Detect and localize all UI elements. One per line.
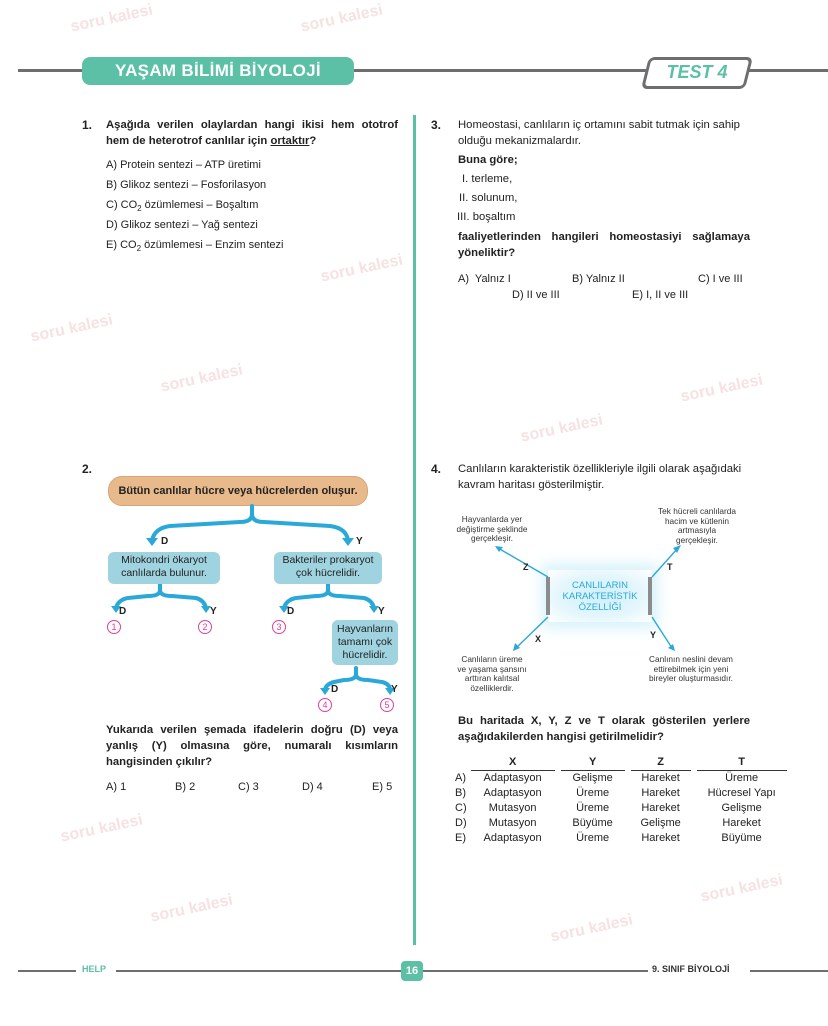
option-e-row[interactable]: E) Adaptasyon Üreme Hareket Büyüme xyxy=(455,832,762,844)
branch-label-true: D xyxy=(287,606,295,617)
page-title: YAŞAM BİLİMİ BİYOLOJİ xyxy=(82,57,354,85)
arrow-label-t: T xyxy=(667,562,673,572)
option-a-row[interactable]: A) Adaptasyon Gelişme Hareket Üreme xyxy=(455,772,759,784)
map-note-x: Canlıların üreme ve yaşama şansını arttıran kalıtsal özelliklerdir. xyxy=(457,654,527,693)
question-lead: Buna göre; xyxy=(458,154,518,166)
test-badge: TEST 4 xyxy=(666,62,728,82)
branch-label-false: Y xyxy=(378,606,385,617)
map-note-t: Tek hücreli canlılarda hacim ve kütlenin artmasıyla gerçekleşir. xyxy=(658,506,736,545)
exit-marker-2: 2 xyxy=(198,620,212,634)
exit-marker-5: 5 xyxy=(380,698,394,712)
watermark: soru kalesi xyxy=(319,251,405,286)
question-prompt: faaliyetlerinden hangileri homeostasiyi sağlamaya yöneliktir? xyxy=(458,231,750,259)
footer-right-label: 9. SINIF BİYOLOJİ xyxy=(652,964,730,974)
option-a[interactable]: A) Protein sentezi – ATP üretimi xyxy=(106,159,261,171)
arrow-label-x: X xyxy=(535,634,542,644)
exit-marker-4: 4 xyxy=(318,698,332,712)
map-note-z: Hayvanlarda yer değiştirme şeklinde gerçekleşir. xyxy=(456,514,528,543)
statement-3: III. boşaltım xyxy=(457,211,516,223)
column-header-y: Y xyxy=(561,756,625,771)
branch-label-false: Y xyxy=(391,684,398,695)
statement-2: II. solunum, xyxy=(459,192,518,204)
column-header-z: Z xyxy=(631,756,691,771)
question-prompt: Bu haritada X, Y, Z ve T olarak gösterilen yerlere aşağıdakilerden hangisi getirilmelidir? xyxy=(458,715,750,743)
question-intro: Homeostasi, canlıların iç ortamını sabit tutmak için sahip olduğu mekanizmalardır. xyxy=(458,119,740,147)
option-d-row[interactable]: D) Mutasyon Büyüme Gelişme Hareket xyxy=(455,817,761,829)
arrow-label-z: Z xyxy=(523,562,529,572)
question-number: 4. xyxy=(431,462,442,476)
column-header-x: X xyxy=(471,756,555,771)
footer-rule xyxy=(18,970,76,972)
branch-label-false: Y xyxy=(356,536,363,547)
stem-text: Aşağıda verilen olaylardan hangi ikisi hem ototrof hem de heterotrof canlılar için xyxy=(106,119,398,147)
option-a[interactable]: A) 1 xyxy=(106,781,127,793)
option-c-row[interactable]: C) Mutasyon Üreme Hareket Gelişme xyxy=(455,802,762,814)
question-intro: Canlıların karakteristik özellikleriyle ilgili olarak aşağıdaki kavram haritası gösterilmiştir. xyxy=(458,463,742,491)
branch-label-true: D xyxy=(119,606,127,617)
option-d[interactable]: D) Glikoz sentezi – Yağ sentezi xyxy=(106,219,258,231)
exit-marker-3: 3 xyxy=(272,620,286,634)
watermark: soru kalesi xyxy=(159,361,245,396)
footer-left-label: HELP xyxy=(82,964,107,974)
column-header-t: T xyxy=(697,756,787,771)
answer-table xyxy=(455,756,787,846)
concept-map-center-label: CANLILARIN KARAKTERİSTİK ÖZELLİĞİ xyxy=(562,580,638,613)
footer-rule xyxy=(116,970,401,972)
option-b[interactable]: B) Yalnız II xyxy=(572,273,625,285)
question-number: 2. xyxy=(82,462,93,476)
page-number: 16 xyxy=(401,961,423,981)
arrow-label-y: Y xyxy=(650,630,657,640)
statement-1: I. terleme, xyxy=(462,173,513,185)
option-e[interactable]: E) 5 xyxy=(372,781,393,793)
question-prompt: Yukarıda verilen şemada ifadelerin doğru (D) veya yanlış (Y) olmasına göre, numaralı kısımların hangisinden çıkılır? xyxy=(106,724,398,768)
diagram-node-mitochondria: Mitokondri ökaryot canlılarda bulunur. xyxy=(108,552,220,584)
option-b[interactable]: B) 2 xyxy=(175,781,196,793)
footer-rule xyxy=(423,970,648,972)
watermark: soru kalesi xyxy=(59,811,145,846)
watermark: soru kalesi xyxy=(679,371,765,406)
watermark: soru kalesi xyxy=(519,411,605,446)
watermark: soru kalesi xyxy=(69,1,155,36)
branch-label-true: D xyxy=(161,536,169,547)
exit-marker-1: 1 xyxy=(107,620,121,634)
option-b[interactable]: B) Glikoz sentezi – Fosforilasyon xyxy=(106,179,267,191)
diagram-node-animals: Hayvanların tamamı çok hücrelidir. xyxy=(332,620,398,665)
option-a[interactable]: A) Yalnız I xyxy=(458,273,511,285)
branch-label-false: Y xyxy=(210,606,217,617)
diagram-node-bacteria: Bakteriler prokaryot çok hücrelidir. xyxy=(274,552,382,584)
watermark: soru kalesi xyxy=(149,891,235,926)
option-d[interactable]: D) 4 xyxy=(302,781,323,793)
option-b-row[interactable]: B) Adaptasyon Üreme Hareket Hücresel Yapı xyxy=(455,787,776,799)
footer-rule xyxy=(750,970,828,972)
option-c[interactable]: C) 3 xyxy=(238,781,259,793)
branch-label-true: D xyxy=(331,684,339,695)
watermark: soru kalesi xyxy=(299,1,385,36)
option-d[interactable]: D) II ve III xyxy=(512,289,560,301)
watermark: soru kalesi xyxy=(549,911,635,946)
option-c[interactable]: C) $CO_2$ özümlemesi – Boşaltım xyxy=(106,199,259,214)
option-e[interactable]: E) $CO_2$ özümlemesi – Enzim sentezi xyxy=(106,239,284,254)
watermark: soru kalesi xyxy=(699,871,785,906)
option-c[interactable]: C) I ve III xyxy=(698,273,743,285)
watermark: soru kalesi xyxy=(29,311,115,346)
stem-emphasis: ortaktır xyxy=(270,135,310,147)
map-note-y: Canlının neslini devam ettirebilmek için yeni bireyler oluşturmasıdır. xyxy=(649,654,733,683)
option-e[interactable]: E) I, II ve III xyxy=(632,289,689,301)
stem-text-end: ? xyxy=(309,135,317,147)
diagram-root-statement: Bütün canlılar hücre veya hücrelerden oluşur. xyxy=(108,476,368,506)
question-number: 3. xyxy=(431,118,442,132)
question-number: 1. xyxy=(82,118,93,132)
